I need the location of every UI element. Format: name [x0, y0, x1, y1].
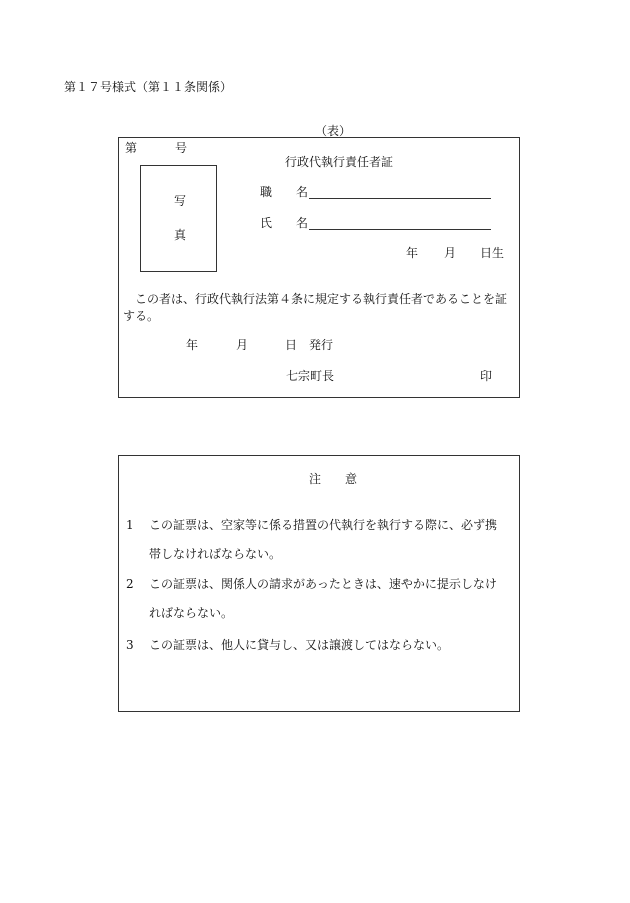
birth-day-label: 日生 [480, 246, 505, 260]
birth-year-label: 年 [406, 246, 419, 260]
photo-label-1: 写 [174, 194, 187, 208]
note-number: 3 [126, 638, 134, 652]
certificate-title: 行政代執行責任者証 [285, 155, 394, 169]
certificate-number-suffix: 号 [175, 141, 188, 155]
note-text: この証票は、他人に貸与し、又は譲渡してはならない。 [149, 638, 450, 652]
form-number: 第１７号様式（第１１条関係） [64, 80, 233, 94]
back-card [118, 455, 520, 712]
name-label: 氏 名 [260, 216, 309, 230]
issue-label: 発行 [309, 338, 334, 352]
issue-month-label: 月 [236, 338, 249, 352]
position-field-line [309, 198, 491, 199]
note-number: 1 [126, 518, 134, 532]
certification-text: この者は、行政代執行法第４条に規定する執行責任者であることを証する。 [123, 292, 508, 323]
side-label-front: （表） [315, 124, 352, 138]
position-label: 職 名 [260, 185, 309, 199]
certificate-number-prefix: 第 [125, 141, 138, 155]
note-text: この証票は、関係人の請求があったときは、速やかに提示しなければならない。 [149, 577, 497, 620]
photo-placeholder [140, 165, 217, 272]
issue-year-label: 年 [186, 338, 199, 352]
issue-day-label: 日 [285, 338, 298, 352]
issuer-name: 七宗町長 [286, 369, 335, 383]
photo-label-2: 真 [174, 228, 187, 242]
name-field-line [309, 229, 491, 230]
note-number: 2 [126, 577, 134, 591]
front-card [118, 137, 520, 398]
birth-month-label: 月 [444, 246, 457, 260]
seal-mark: 印 [480, 369, 493, 383]
note-text: この証票は、空家等に係る措置の代執行を執行する際に、必ず携帯しなければならない。 [149, 518, 498, 561]
notes-title: 注 意 [309, 472, 358, 486]
